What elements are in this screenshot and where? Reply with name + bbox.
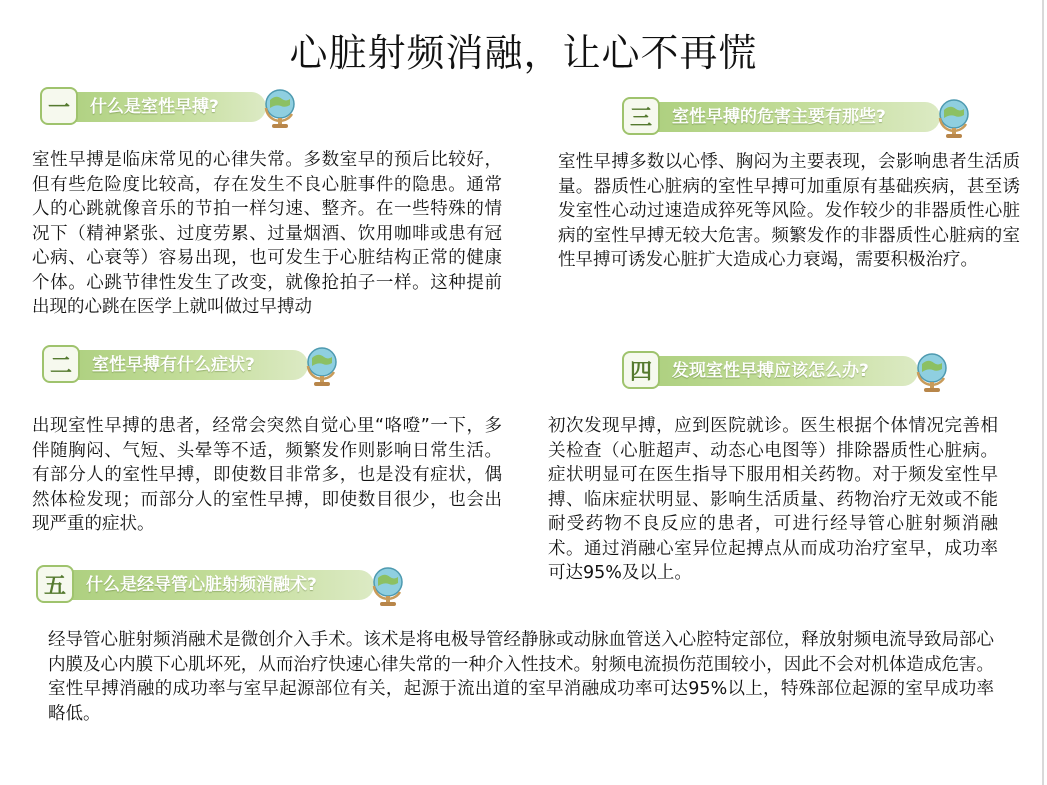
section-heading: 室性早搏有什么症状? <box>92 355 255 375</box>
section-heading: 什么是经导管心脏射频消融术? <box>86 575 317 595</box>
section-2-banner <box>42 344 342 388</box>
section-heading: 发现室性早搏应该怎么办? <box>672 361 869 381</box>
section-heading: 室性早搏的危害主要有那些? <box>672 107 886 127</box>
section-number: 五 <box>36 565 74 603</box>
section-1-text: 室性早搏是临床常见的心律失常。多数室早的预后比较好，但有些危险度比较高，存在发生不良心脏事件的隐患。通常人的心跳就像音乐的节拍一样匀速、整齐。在一些特殊的情况下（精神紧张、过度劳累、过量烟酒、饮用咖啡或患有冠心病、心衰等）容易出现，也可发生于心脏结构正常的健康个体。心跳节律性发生了改变，就像抢拍子一样。这种提前出现的心跳在医学上就叫做过早搏动 <box>32 150 502 317</box>
section-5-text: 经导管心脏射频消融术是微创介入手术。该术是将电极导管经静脉或动脉血管送入心腔特定部位，释放射频电流导致局部心内膜及心内膜下心肌坏死，从而治疗快速心律失常的一种介入性技术。射频电流损伤范围较小，因此不会对机体造成危害。室性早搏消融的成功率与室早起源部位有关，起源于流出道的室早消融成功率可达95%以上，特殊部位起源的室早成功率略低。 <box>48 630 994 724</box>
section-5-banner <box>36 564 408 608</box>
section-number: 一 <box>40 87 78 125</box>
globe-icon <box>260 86 300 130</box>
globe-icon <box>302 344 342 388</box>
page-title: 心脏射频消融，让心不再慌 <box>289 31 758 75</box>
section-3-banner <box>622 96 974 140</box>
section-number: 四 <box>622 351 660 389</box>
section-number: 二 <box>42 345 80 383</box>
section-1-banner <box>40 86 300 130</box>
section-heading: 什么是室性早搏? <box>90 97 219 117</box>
section-number: 三 <box>622 97 660 135</box>
section-4-text: 初次发现早搏，应到医院就诊。医生根据个体情况完善相关检查（心脏超声、动态心电图等）排除器质性心脏病。症状明显可在医生指导下服用相关药物。对于频发室性早搏、临床症状明显、影响生活质量、药物治疗无效或不能耐受药物不良反应的患者，可进行经导管心脏射频消融术。通过消融心室异位起搏点从而成功治疗室早，成功率可达95%及以上。 <box>548 416 998 583</box>
globe-icon <box>934 96 974 140</box>
section-4-banner <box>622 350 952 394</box>
globe-icon <box>912 350 952 394</box>
globe-icon <box>368 564 408 608</box>
section-3-text: 室性早搏多数以心悸、胸闷为主要表现，会影响患者生活质量。器质性心脏病的室性早搏可加重原有基础疾病，甚至诱发室性心动过速造成猝死等风险。发作较少的非器质性心脏病的室性早搏无较大危害。频繁发作的非器质性心脏病的室性早搏可诱发心脏扩大造成心力衰竭，需要积极治疗。 <box>558 152 1020 270</box>
section-2-text: 出现室性早搏的患者，经常会突然自觉心里“咯噔”一下，多伴随胸闷、气短、头晕等不适，频繁发作则影响日常生活。有部分人的室性早搏，即使数目非常多，也是没有症状，偶然体检发现；而部分人的室性早搏，即使数目很少，也会出现严重的症状。 <box>32 416 502 534</box>
page-edge-divider <box>1042 0 1044 785</box>
